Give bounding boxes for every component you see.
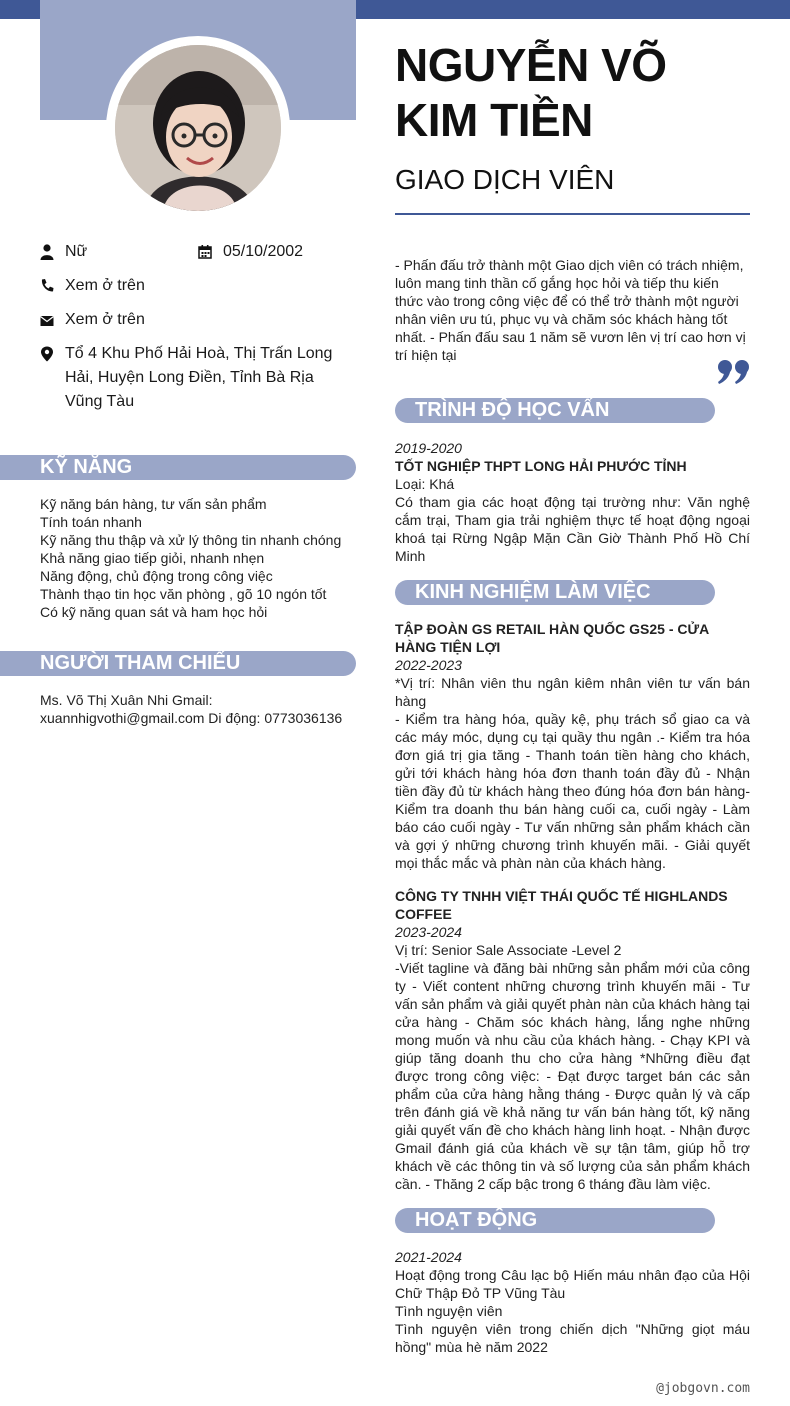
skill-item: Năng động, chủ động trong công việc xyxy=(40,568,273,584)
experience-entry xyxy=(395,620,750,872)
full-name-line-1: NGUYỄN VÕ xyxy=(395,39,667,91)
experience-position: Vị trí: Senior Sale Associate -Level 2 xyxy=(395,942,622,958)
education-school: TỐT NGHIỆP THPT LONG HẢI PHƯỚC TỈNH xyxy=(395,458,687,474)
full-name xyxy=(395,38,755,148)
person-icon xyxy=(40,244,54,260)
activities-section-title: HOẠT ĐỘNG xyxy=(415,1209,538,1231)
skill-item: Khả năng giao tiếp giỏi, nhanh nhẹn xyxy=(40,550,265,566)
experience-company: CÔNG TY TNHH VIỆT THÁI QUỐC TẾ HIGHLANDS COFFEE xyxy=(395,888,728,922)
address-value: Tổ 4 Khu Phố Hải Hoà, Thị Trấn Long Hải, Huyện Long Điền, Tỉnh Bà Rịa Vũng Tàu xyxy=(65,345,333,410)
gender-row xyxy=(40,240,190,264)
full-name-line-2: KIM TIỀN xyxy=(395,94,593,146)
email-row xyxy=(40,308,340,332)
activity-entry xyxy=(395,1248,750,1356)
quote-mark-icon xyxy=(716,356,752,386)
experience-section-title: KINH NGHIỆM LÀM VIỆC xyxy=(415,581,651,603)
activities-section-header xyxy=(395,1208,715,1233)
career-objective: - Phấn đấu trở thành một Giao dịch viên có trách nhiệm, luôn mang tinh thần cố gắng học hỏi và tiếp thu kiến thức vào trong công việc để có thể trở thành một người nhân viên ưu tú, phục vụ và chăm sóc khách hàng tốt nhất. - Phấn đấu sau 1 năm sẽ vươn lên vị trí cao hơn vị trí hiện tại xyxy=(395,257,746,363)
experience-company: TẬP ĐOÀN GS RETAIL HÀN QUỐC GS25 - CỬA HÀNG TIỆN LỢI xyxy=(395,621,709,655)
experience-entry xyxy=(395,887,750,1193)
education-period: 2019-2020 xyxy=(395,440,462,456)
birthdate-value: 05/10/2002 xyxy=(223,243,304,260)
references-section-header xyxy=(0,651,356,676)
experience-description: - Kiểm tra hàng hóa, quầy kệ, phụ trách sổ giao ca và các máy móc, dụng cụ tại quầy thu ngân .- Kiểm tra hóa đơn giá trị gia tăng - Thanh toán tiền hàng cho khách, gửi tới khách hàng hóa đơn thanh toán đầy đủ - Nhận tiền đầy đủ từ khách hàng theo đúng hóa đơn bán hàng- Kiểm tra doanh thu bán hàng cuối ca, cuối ngày - Làm báo cáo cuối ngày - Tư vấn những sản phẩm khách cần và gợi ý những chương trình khuyến mãi. - Giải quyết mọi thắc mắc và phàn nàn của khách hàng. xyxy=(395,711,750,871)
reference-line-1: Ms. Võ Thị Xuân Nhi Gmail: xyxy=(40,692,213,708)
education-section-title: TRÌNH ĐỘ HỌC VẤN xyxy=(415,399,610,421)
address-row xyxy=(40,342,340,414)
experience-period: 2022-2023 xyxy=(395,657,462,673)
education-entry xyxy=(395,439,750,565)
activity-role: Tình nguyện viên xyxy=(395,1303,503,1319)
footer-watermark[interactable]: @jobgovn.com xyxy=(656,1381,750,1396)
skill-item: Kỹ năng thu thập và xử lý thông tin nhanh chóng xyxy=(40,532,342,548)
activity-organization: Hoạt động trong Câu lạc bộ Hiến máu nhân đạo của Hội Chữ Thập Đỏ TP Vũng Tàu xyxy=(395,1267,750,1301)
skills-section-header xyxy=(0,455,356,480)
experience-position: *Vị trí: Nhân viên thu ngân kiêm nhân viên tư vấn bán hàng xyxy=(395,675,750,709)
job-title: GIAO DỊCH VIÊN xyxy=(395,164,615,195)
experience-period: 2023-2024 xyxy=(395,924,462,940)
gender-value: Nữ xyxy=(65,243,88,260)
reference-line-2: xuannhigvothi@gmail.com Di động: 0773036136 xyxy=(40,710,343,726)
skills-list xyxy=(40,495,356,621)
skill-item: Có kỹ năng quan sát và ham học hỏi xyxy=(40,604,268,620)
envelope-icon xyxy=(40,312,54,328)
education-section-header xyxy=(395,398,715,423)
phone-value: Xem ở trên xyxy=(65,277,145,294)
location-pin-icon xyxy=(40,346,54,362)
skill-item: Tính toán nhanh xyxy=(40,514,142,530)
experience-section-header xyxy=(395,580,715,605)
experience-description: -Viết tagline và đăng bài những sản phẩm mới của công ty - Viết content những chương trình khuyến mãi - Tư vấn sản phẩm và giải quyết phàn nàn của khách hàng tại cửa hàng - Chăm sóc khách hàng, lắng nghe những mong muốn và nhu cầu của khách hàng. - Chạy KPI và giúp tăng doanh thu cho cửa hàng *Những điều đạt được trong công việc: - Đạt được target bán các sản phẩm của cửa hàng hằng tháng - Được quản lý và cấp trên đánh giá về khả năng tư vấn bán hàng tốt, kỹ năng giải quyết vấn đề cho khách hàng linh hoạt. - Nhận được Gmail đánh giá của khách về sự tận tâm, giúp hỗ trợ khách về các thông tin và số lượng của sản phẩm khách cần. - Thăng 2 cấp bậc trong 6 tháng đầu làm việc. xyxy=(395,960,750,1192)
education-description: Có tham gia các hoạt động tại trường như: Văn nghệ cắm trại, Tham gia trải nghiệm thực tế hoạt động ngoại khoá tại Rừng Ngập Mặn Cần Giờ Thành Phố Hồ Chí Minh xyxy=(395,494,750,564)
education-grade: Loại: Khá xyxy=(395,476,455,492)
birthdate-row xyxy=(198,240,358,264)
skill-item: Kỹ năng bán hàng, tư vấn sản phẩm xyxy=(40,496,267,512)
references-content xyxy=(40,691,356,727)
activity-period: 2021-2024 xyxy=(395,1249,462,1265)
title-divider xyxy=(395,213,750,215)
skills-section-title: KỸ NĂNG xyxy=(40,456,133,478)
profile-photo-illustration xyxy=(115,45,281,211)
calendar-icon xyxy=(198,244,212,260)
phone-icon xyxy=(40,278,54,294)
references-section-title: NGƯỜI THAM CHIẾU xyxy=(40,652,241,674)
email-value: Xem ở trên xyxy=(65,311,145,328)
profile-photo xyxy=(115,45,281,211)
phone-row xyxy=(40,274,340,298)
activity-description: Tình nguyện viên trong chiến dịch "Những giọt máu hồng" mùa hè năm 2022 xyxy=(395,1321,750,1355)
skill-item: Thành thạo tin học văn phòng , gõ 10 ngón tốt xyxy=(40,586,327,602)
